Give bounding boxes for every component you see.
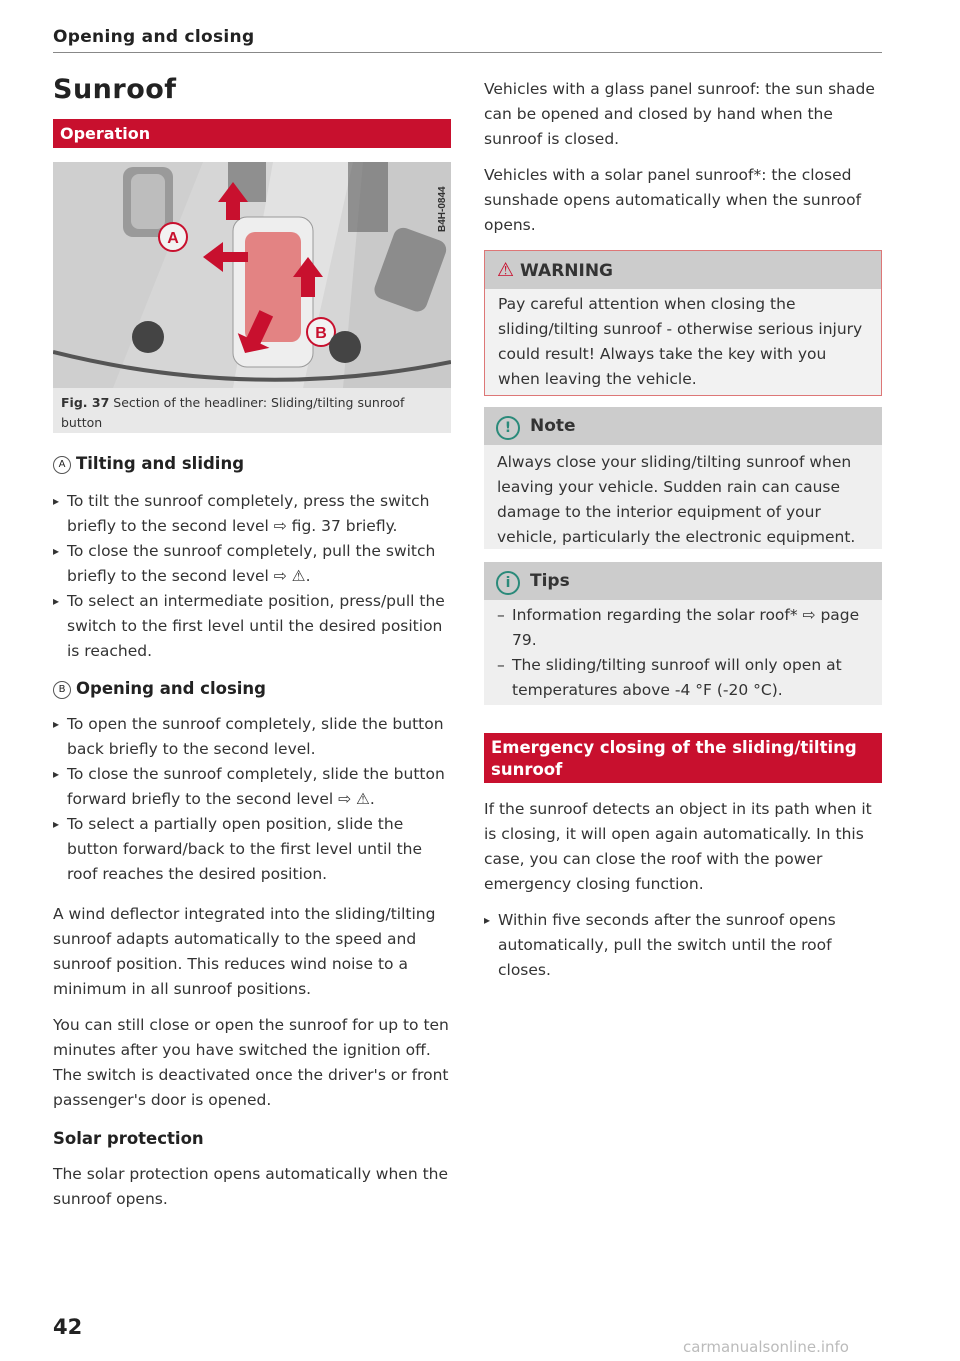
tilting-heading — [53, 454, 244, 474]
warning-header — [485, 251, 881, 289]
figure-code: B4H-0844 — [437, 186, 448, 232]
figure-label-b: B — [315, 325, 327, 342]
glass-panel-paragraph: Vehicles with a glass panel sunroof: the sun shade can be opened and closed by hand when the sunroof is closed. — [484, 80, 875, 148]
warning-text: Pay careful attention when closing the sliding/tilting sunroof - otherwise serious injury could result! Always take the key with you when leaving the vehicle. — [498, 295, 863, 388]
note-header — [484, 407, 882, 445]
opening-bullet-3: ▸ To select a partially open position, slide the button forward/back to the first level until the roof reaches the desired position. — [53, 812, 453, 887]
opening-list — [53, 712, 453, 887]
opening-bullet-1: ▸ To open the sunroof completely, slide the button back briefly to the second level. — [53, 712, 453, 762]
figure-caption-text: Section of the headliner: Sliding/tilting sunroof button — [61, 395, 405, 430]
emergency-bullet-1: ▸ Within five seconds after the sunroof opens automatically, pull the switch until the roof closes. — [484, 908, 884, 983]
exclamation-icon: ! — [496, 416, 520, 440]
emergency-paragraph: If the sunroof detects an object in its path when it is closing, it will open again automatically. In this case, you can close the roof with the power emergency closing function. — [484, 800, 872, 893]
warning-icon: ⚠ — [497, 259, 515, 281]
note-text: Always close your sliding/tilting sunroof when leaving your vehicle. Sudden rain can cause damage to the interior equipment of your vehicle, particularly the electronic equipment. — [497, 453, 856, 546]
warning-box — [484, 250, 882, 396]
tips-header — [484, 562, 882, 600]
solar-paragraph: The solar protection opens automatically when the sunroof opens. — [53, 1165, 449, 1208]
opening-bullet-2: ▸ To close the sunroof completely, slide the button forward briefly to the second level ⇨ ⚠. — [53, 762, 453, 812]
emergency-list — [484, 908, 884, 983]
figure-caption — [53, 388, 451, 433]
operation-bar: Operation — [53, 119, 451, 148]
section-header: Opening and closing — [53, 27, 255, 47]
info-icon: i — [496, 571, 520, 595]
ignition-paragraph: You can still close or open the sunroof for up to ten minutes after you have switched the ignition off. The switch is deactivated once the driver's or front passenger's door is opened. — [53, 1016, 449, 1109]
tips-list — [484, 600, 882, 703]
solar-panel-paragraph: Vehicles with a solar panel sunroof*: the closed sunshade opens automatically when the sunroof opens. — [484, 166, 862, 234]
tip-1: – Information regarding the solar roof* ⇨ page 79. — [497, 603, 870, 653]
figure-caption-number: Fig. 37 — [61, 395, 110, 410]
tilting-bullet-3: ▸ To select an intermediate position, press/pull the switch to the first level until the desired position is reached. — [53, 589, 453, 664]
opening-heading — [53, 679, 266, 699]
tilting-bullet-1: ▸ To tilt the sunroof completely, press the switch briefly to the second level ⇨ fig. 37 briefly. — [53, 489, 453, 539]
tilting-list — [53, 489, 453, 664]
figure-label-a: A — [167, 230, 179, 247]
opening-heading-text: Opening and closing — [76, 679, 266, 698]
note-title: Note — [530, 416, 576, 436]
tip-2: – The sliding/tilting sunroof will only open at temperatures above -4 °F (-20 °C). — [497, 653, 870, 703]
marker-a: A — [53, 456, 71, 474]
wind-deflector-paragraph: A wind deflector integrated into the sliding/tilting sunroof adapts automatically to the speed and sunroof position. This reduces wind noise to a minimum in all sunroof positions. — [53, 905, 436, 998]
tips-box — [484, 562, 882, 705]
figure-illustration — [53, 162, 451, 388]
header-rule — [53, 52, 882, 53]
watermark: carmanualsonline.info — [683, 1338, 849, 1356]
solar-heading: Solar protection — [53, 1129, 204, 1148]
tilting-heading-text: Tilting and sliding — [76, 454, 245, 473]
marker-b: B — [53, 681, 71, 699]
note-box — [484, 407, 882, 549]
tips-title: Tips — [530, 571, 570, 591]
emergency-heading-bar: Emergency closing of the sliding/tilting sunroof — [484, 733, 882, 783]
tilting-bullet-2: ▸ To close the sunroof completely, pull the switch briefly to the second level ⇨ ⚠. — [53, 539, 453, 589]
page-title: Sunroof — [53, 74, 177, 105]
warning-title: WARNING — [520, 261, 614, 281]
figure-sunroof-button — [53, 162, 451, 388]
page-number: 42 — [53, 1315, 83, 1339]
